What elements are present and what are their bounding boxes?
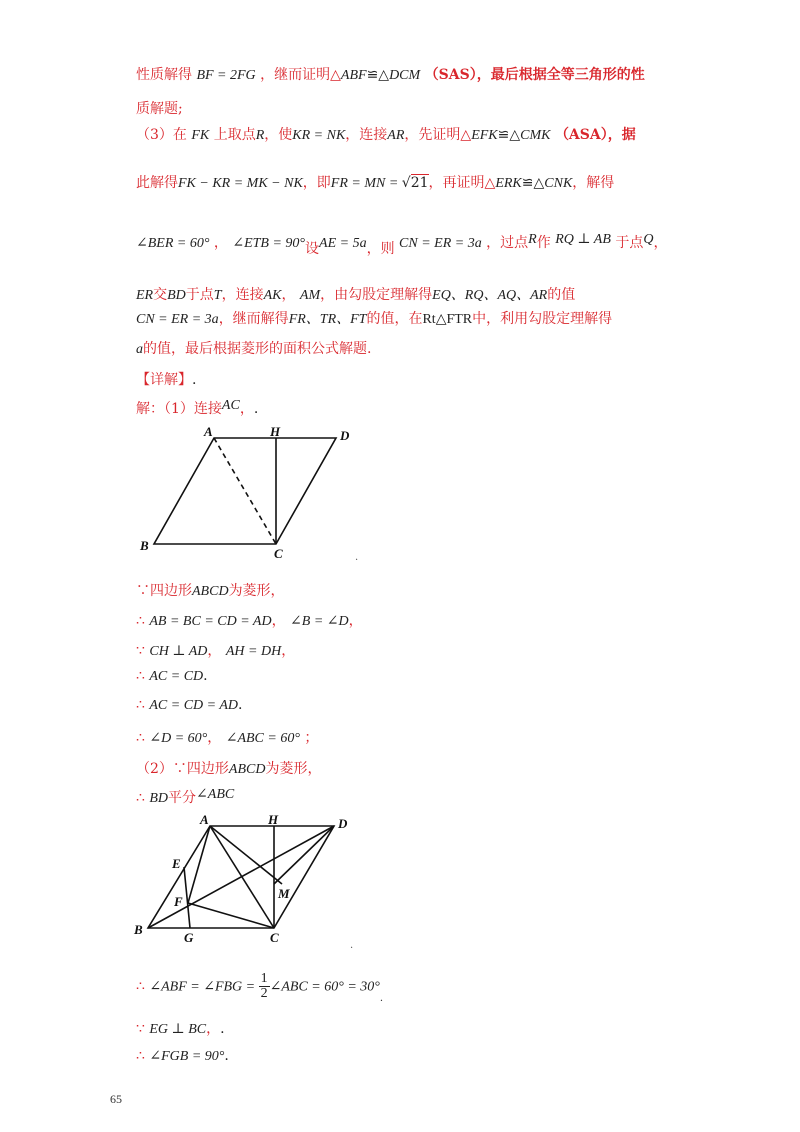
math: ∠D = 60°	[149, 731, 208, 746]
text: ∴	[136, 613, 145, 629]
text: ，	[239, 401, 254, 417]
math: CH ⊥ AD	[149, 644, 208, 659]
text-line-12	[136, 610, 363, 630]
math: ER	[136, 288, 154, 303]
text-line-1	[136, 64, 645, 84]
math: ∠ABC = 60° = 30°	[269, 979, 380, 995]
label-g: G	[184, 930, 194, 945]
text: ∴	[136, 668, 145, 684]
text: 于点	[615, 235, 644, 251]
text: ，	[213, 235, 228, 251]
math: CN = ER = 3a	[136, 312, 219, 327]
math: R	[528, 232, 537, 247]
math: ∠B = ∠D	[290, 614, 349, 629]
text: 设	[305, 241, 320, 257]
text-line-9: 【详解】.	[136, 372, 197, 388]
math: R	[255, 128, 265, 143]
text: 质解题;	[136, 101, 183, 117]
text: ，	[281, 643, 296, 659]
label-c: C	[270, 930, 279, 945]
label-h: H	[268, 812, 279, 827]
math: ABCD	[192, 584, 229, 599]
math: FR、TR、FT	[288, 312, 367, 327]
text: ，	[207, 643, 222, 659]
text: ，连接	[221, 287, 264, 303]
math: BD	[149, 791, 169, 806]
text: .	[224, 1048, 229, 1064]
math: FR = MN =	[330, 176, 402, 191]
page-number: 65	[110, 1092, 122, 1106]
segment-ac-dashed	[214, 438, 276, 544]
label-d: D	[338, 816, 348, 831]
math: FK − KR = MK − NK	[178, 176, 303, 191]
text-line-21	[136, 1048, 229, 1065]
math: RQ ⊥ AB	[555, 232, 611, 247]
math: BF = 2FG	[196, 68, 256, 83]
math: ∠ABC = 60°	[225, 731, 300, 746]
text-line-8	[136, 338, 371, 358]
text-line-10: 解：（1）连接AC，.	[136, 398, 259, 417]
text: ，先证明△	[404, 127, 472, 143]
text: 交	[153, 287, 168, 303]
math: FK	[191, 128, 210, 143]
text-line-18	[136, 787, 234, 807]
text: 为菱形，	[265, 761, 322, 777]
label-e: E	[172, 856, 181, 871]
label-f: F	[174, 894, 183, 909]
text-line-16	[136, 727, 318, 747]
text: （SAS），最后根据全等三角形的性	[424, 67, 645, 83]
text-line-14	[136, 668, 208, 685]
text: ∴	[136, 1048, 145, 1064]
text: ∵	[136, 643, 145, 659]
text-line-7	[136, 308, 612, 328]
text: 解：（1）连接	[136, 401, 222, 417]
rhombus-abcd	[154, 438, 336, 544]
text: ；	[304, 730, 319, 746]
text-line-3	[136, 124, 636, 144]
text: 性质解得	[136, 67, 192, 83]
text: ≌△	[497, 127, 521, 143]
text: ∴	[136, 697, 145, 713]
text: ，	[348, 613, 363, 629]
segment-md	[274, 826, 334, 884]
text: ，继而证明△	[260, 67, 341, 83]
text-line-5	[136, 232, 668, 257]
math: AK	[263, 288, 282, 303]
math: ABCD	[228, 762, 266, 777]
text: ∵四边形	[136, 583, 192, 599]
math: DCM	[389, 68, 421, 83]
text: 上取点	[213, 127, 256, 143]
text: ，过点	[486, 235, 529, 251]
text: ∴	[136, 790, 145, 806]
text: 为菱形，	[228, 583, 285, 599]
text: ，再证明△	[428, 175, 496, 191]
math: AE = 5a	[319, 236, 367, 251]
text: 作	[536, 235, 551, 251]
text: ，	[206, 1021, 221, 1037]
math: CN = ER = 3a	[399, 236, 482, 251]
math: ∠BER = 60°	[136, 236, 210, 251]
text: ∴	[136, 730, 145, 746]
text: 的值，最后根据菱形的面积公式解题.	[143, 341, 372, 357]
text-line-20: ∵ EG ⊥ BC，.	[136, 1021, 225, 1037]
figure-rhombus-1	[130, 420, 370, 560]
math: AC	[221, 398, 240, 413]
math: ERK	[495, 176, 522, 191]
figure-rhombus-2	[128, 810, 368, 950]
text: （2）∵四边形	[136, 761, 229, 777]
math: AC = CD = AD	[149, 698, 239, 713]
math: KR = NK	[292, 128, 346, 143]
text-line-4: 此解得FK − KR = MK − NK，即FR = MN = √21，再证明△ERK≌△CNK，解得	[136, 175, 615, 191]
text: ，由勾股定理解得	[320, 287, 433, 303]
math: ∠ABC	[196, 787, 235, 802]
text: 于点	[185, 287, 214, 303]
denominator: 2	[260, 986, 268, 1001]
math: AM	[299, 288, 321, 303]
text-line-13	[136, 640, 295, 660]
text: ∴	[136, 978, 145, 995]
diagonal-bd	[148, 826, 334, 928]
math: BD	[167, 288, 186, 303]
text-line-15	[136, 697, 242, 714]
text: ，则	[366, 241, 395, 257]
text: ，即	[302, 175, 331, 191]
label-m: M	[278, 886, 290, 901]
math: ABF	[340, 68, 367, 83]
math: CMK	[520, 128, 551, 143]
math: AC = CD	[149, 669, 204, 684]
text: ∵	[136, 1021, 145, 1037]
text: 中，利用勾股定理解得	[472, 311, 613, 327]
text: ，使	[264, 127, 293, 143]
math: ∠FGB = 90°	[149, 1049, 225, 1064]
numerator: 1	[260, 971, 268, 986]
text: ，	[207, 730, 222, 746]
fraction-one-half	[259, 972, 270, 1001]
segment-af	[188, 826, 210, 903]
label-a: A	[200, 812, 209, 827]
text: .	[203, 668, 208, 684]
label-a: A	[204, 424, 213, 439]
text: ，连接	[345, 127, 388, 143]
label-c: C	[274, 546, 283, 560]
label-d: D	[340, 428, 350, 443]
math: AR	[387, 128, 405, 143]
math: EFK	[471, 128, 498, 143]
math: AH = DH	[225, 644, 282, 659]
math: EQ、RQ、AQ、AR	[432, 288, 548, 303]
section-heading: 【详解】	[136, 372, 192, 388]
math: EG ⊥ BC	[149, 1022, 207, 1037]
text-line-17	[136, 758, 321, 778]
text: （3）在	[136, 127, 187, 143]
text: ，	[653, 235, 668, 251]
math: ∠ETB = 90°	[232, 236, 306, 251]
text: ，解得	[572, 175, 615, 191]
math: Q	[643, 232, 654, 247]
math: 21	[410, 175, 429, 191]
text: ，	[271, 613, 286, 629]
text-line-2	[136, 98, 183, 118]
label-b: B	[140, 538, 149, 553]
text: ≌△	[521, 175, 545, 191]
text: ，	[281, 287, 296, 303]
math: Rt△FTR	[422, 312, 473, 327]
text: （ASA），据	[554, 127, 636, 143]
text: .	[238, 697, 243, 713]
math: T	[213, 288, 222, 303]
text: 平分	[168, 790, 197, 806]
text: 此解得	[136, 175, 178, 191]
text: ≌△	[366, 67, 390, 83]
text-line-11	[136, 580, 285, 600]
segment-am	[210, 826, 282, 884]
math: CNK	[544, 176, 573, 191]
text: 的值，在	[366, 311, 423, 327]
text: ，继而解得	[218, 311, 289, 327]
text: 的值	[547, 287, 576, 303]
label-b: B	[134, 922, 143, 937]
math: a	[136, 342, 143, 357]
text-line-19: ∴ ∠ABF = ∠FBG = $\frac{1}{2}$ ∠ABC = $60^\circ = 30^\circ_.$	[136, 971, 384, 1004]
math: ∠ABF = ∠FBG =	[149, 979, 259, 995]
text-line-6	[136, 284, 575, 304]
math: AB = BC = CD = AD	[149, 614, 272, 629]
label-h: H	[270, 424, 281, 439]
